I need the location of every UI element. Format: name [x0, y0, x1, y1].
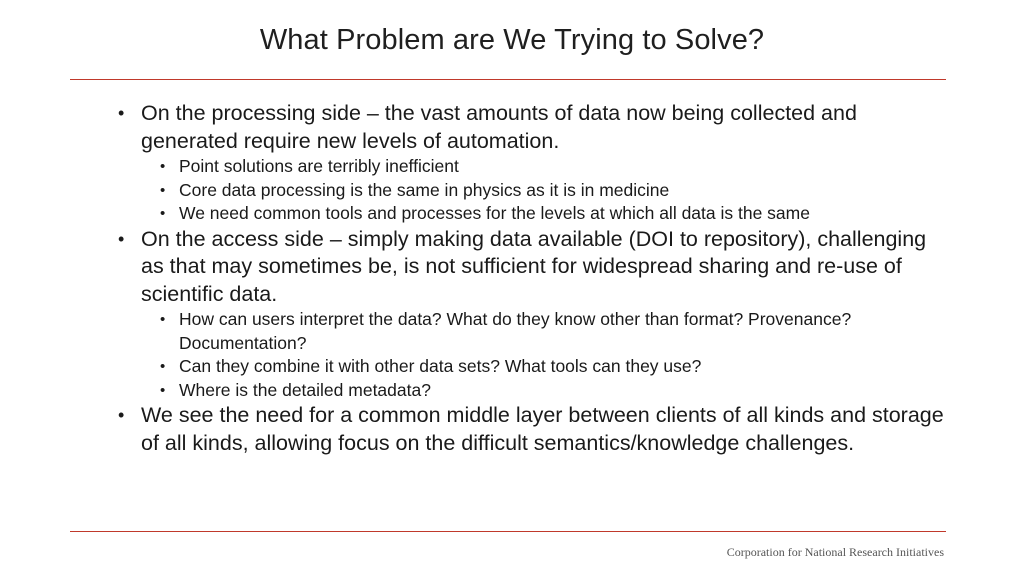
sub-bullet-list [141, 155, 946, 226]
bullet-item [116, 226, 946, 403]
sub-bullet-list [141, 308, 946, 402]
footer-text: Corporation for National Research Initiatives [726, 545, 944, 559]
slide-title: What Problem are We Trying to Solve? [259, 24, 765, 56]
bullet-icon: • [160, 205, 166, 222]
bullet-icon: • [160, 381, 166, 399]
sub-bullet-text: Where is the detailed metadata? [179, 379, 431, 400]
bullet-icon: • [160, 181, 166, 199]
title-divider [70, 79, 946, 80]
sub-bullet-item [141, 355, 946, 379]
bullet-list [116, 100, 946, 457]
sub-bullet-text: Core data processing is the same in physics as it is in medicine [179, 179, 670, 200]
bullet-icon: • [118, 228, 125, 249]
sub-bullet-text: We need common tools and processes for the levels at which all data is the same [179, 203, 810, 223]
bullet-icon: • [118, 103, 125, 123]
sub-bullet-item [141, 379, 946, 403]
sub-bullet-item [141, 179, 946, 203]
bullet-icon: • [160, 311, 166, 328]
bullet-item [116, 100, 946, 226]
sub-bullet-text: Can they combine it with other data sets? What tools can they use? [179, 356, 702, 376]
sub-bullet-item [141, 202, 946, 226]
bullet-icon: • [118, 405, 125, 425]
bullet-text: On the access side – simply making data available (DOI to repository), challenging as that may sometimes be, is not sufficient for widespread sharing and re-use of scientific data. [141, 226, 927, 306]
sub-bullet-text: How can users interpret the data? What do they know other than format? Provenance? Documentation? [179, 309, 852, 353]
bullet-text: We see the need for a common middle layer between clients of all kinds and storage of all kinds, allowing focus on the difficult semantics/knowledge challenges. [141, 403, 944, 455]
sub-bullet-item [141, 155, 946, 179]
sub-bullet-text: Point solutions are terribly inefficient [179, 156, 459, 176]
bullet-item [116, 402, 946, 457]
footer-divider [70, 531, 946, 532]
bullet-icon: • [160, 158, 166, 175]
slide-body [116, 100, 946, 457]
bullet-text: On the processing side – the vast amounts of data now being collected and generated require new levels of automation. [141, 101, 857, 153]
bullet-icon: • [160, 358, 166, 375]
sub-bullet-item [141, 308, 946, 355]
